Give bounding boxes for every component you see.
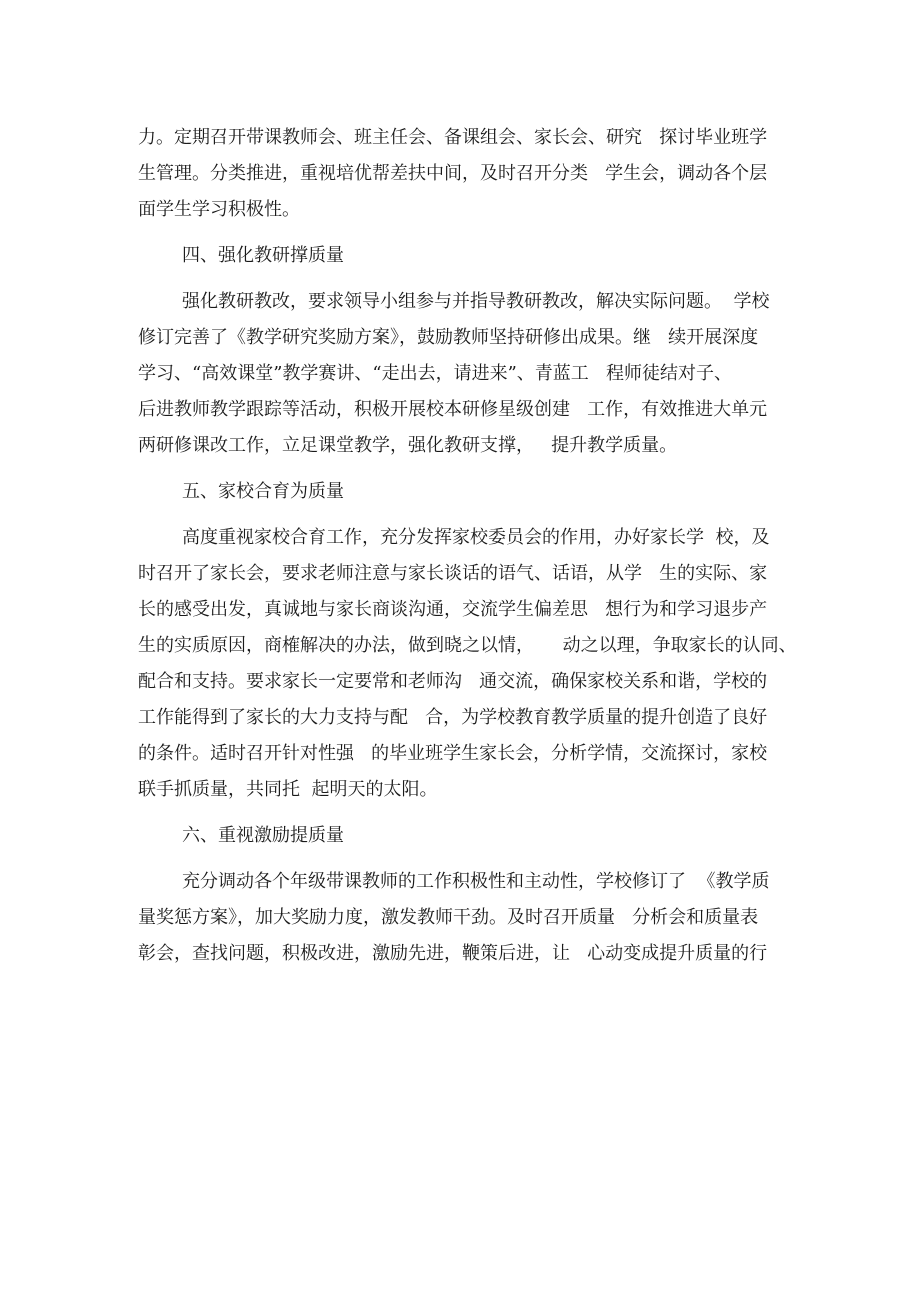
paragraph-line: 生的实质原因，商榷解决的办法，做到晓之以情， 动之以理，争取家长的认同、 [138, 635, 797, 656]
paragraph-line: 两研修课改工作，立足课堂教学，强化教研支撑， 提升教学质量。 [138, 435, 678, 456]
paragraph-line: 面学生学习积极性。 [138, 199, 300, 220]
paragraph-line: 学习、“高效课堂”教学赛讲、“走出去，请进来”、青蓝工 程师徒结对子、 [138, 363, 732, 384]
paragraph-line: 修订完善了《教学研究奖励方案》，鼓励教师坚持研修出成果。继 续开展深度 [138, 327, 759, 348]
paragraph-line: 时召开了家长会，要求老师注意与家长谈话的语气、话语，从学 生的实际、家 [138, 563, 768, 584]
document-body [138, 120, 798, 972]
paragraph-line: 生管理。分类推进，重视培优帮差扶中间，及时召开分类 学生会，调动各个层 [138, 163, 768, 184]
paragraph-line: 后进教师教学跟踪等活动，积极开展校本研修星级创建 工作，有效推进大单元 [138, 399, 768, 420]
section-heading-4: 四、强化教研撑质量 [182, 245, 344, 266]
paragraph-line: 联手抓质量，共同托 起明天的太阳。 [138, 779, 438, 800]
paragraph-line: 工作能得到了家长的大力支持与配 合，为学校教育教学质量的提升创造了良好 [138, 707, 768, 728]
paragraph-line: 量奖惩方案》，加大奖励力度，激发教师干劲。及时召开质量 分析会和质量表 [138, 907, 759, 928]
paragraph-line: 强化教研教改，要求领导小组参与并指导教研教改，解决实际问题。 学校 [182, 291, 770, 312]
paragraph-line: 长的感受出发，真诚地与家长商谈沟通，交流学生偏差思 想行为和学习退步产 [138, 599, 768, 620]
paragraph-line: 配合和支持。要求家长一定要常和老师沟 通交流，确保家校关系和谐，学校的 [138, 671, 768, 692]
paragraph-line: 高度重视家校合育工作，充分发挥家校委员会的作用，办好家长学 校，及 [182, 527, 770, 548]
paragraph-line: 的条件。适时召开针对性强 的毕业班学生家长会，分析学情，交流探讨，家校 [138, 743, 768, 764]
section-heading-5: 五、家校合育为质量 [182, 481, 344, 502]
paragraph-line: 彰会，查找问题，积极改进，激励先进，鞭策后进，让 心动变成提升质量的行 [138, 943, 768, 964]
section-heading-6: 六、重视激励提质量 [182, 825, 344, 846]
paragraph-line: 力。定期召开带课教师会、班主任会、备课组会、家长会、研究 探讨毕业班学 [138, 127, 768, 148]
paragraph-line: 充分调动各个年级带课教师的工作积极性和主动性，学校修订了 《教学质 [182, 871, 770, 892]
